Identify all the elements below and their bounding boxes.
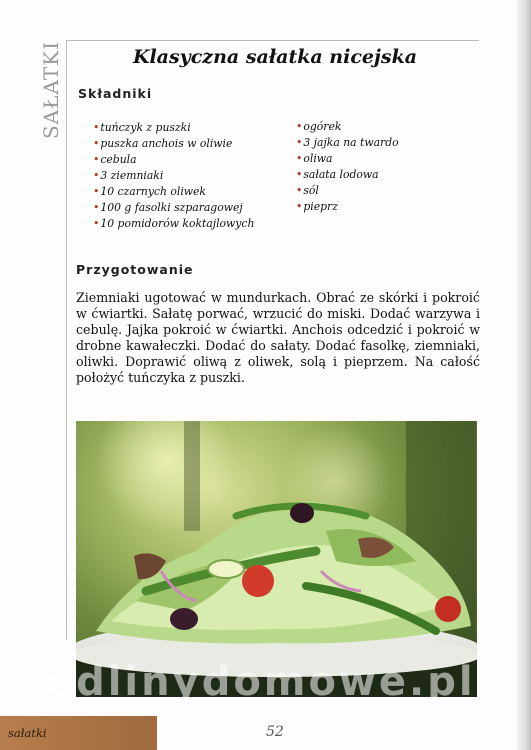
bullet-icon: • — [93, 185, 100, 198]
salad-illustration — [76, 421, 477, 697]
bullet-icon: • — [93, 137, 100, 150]
page-number: 52 — [266, 724, 284, 740]
bullet-icon: • — [296, 200, 303, 213]
watermark-text: wedlinydomowe.pl — [6, 659, 476, 705]
bullet-icon: • — [93, 169, 100, 182]
section-vertical-label — [38, 40, 64, 140]
bullet-icon: • — [93, 121, 100, 134]
footer-section-label: sałatki — [8, 726, 47, 740]
bullet-icon: • — [93, 201, 100, 214]
bullet-icon: • — [296, 152, 303, 165]
ingredient-item: •10 pomidorów koktajlowych — [93, 217, 255, 230]
ingredient-item: •tuńczyk z puszki — [93, 121, 191, 134]
page-binding-edge — [517, 0, 531, 750]
bullet-icon: • — [296, 120, 303, 133]
preparation-heading: Przygotowanie — [76, 262, 194, 277]
bullet-icon: • — [296, 168, 303, 181]
ingredient-item: •cebula — [93, 153, 137, 166]
preparation-text: Ziemniaki ugotować w mundurkach. Obrać ze skórki i pokroić w ćwiartki. Sałatę porwać, wrzucić do miski. Dodać warzywa i cebulę. Jajka pokroić w ćwiartki. Anchois odcedzić i pokroić w drobne kawałeczki. Dodać do sałaty. Dodać fasolkę, ziemniaki, oliwki. Doprawić oliwą z oliwek, solą i pieprzem. Na całość położyć tuńczyka z puszki. — [76, 290, 480, 385]
ingredient-item: •3 jajka na twardo — [296, 136, 399, 149]
ingredient-item: •pieprz — [296, 200, 338, 213]
ingredient-item: •ogórek — [296, 120, 342, 133]
ingredient-item: •10 czarnych oliwek — [93, 185, 206, 198]
ingredient-item: •puszka anchois w oliwie — [93, 137, 233, 150]
bullet-icon: • — [93, 153, 100, 166]
frame-top-rule — [66, 40, 479, 41]
bullet-icon: • — [296, 184, 303, 197]
ingredients-list-left — [93, 120, 254, 232]
ingredient-item: •sól — [296, 184, 319, 197]
recipe-title: Klasyczna sałatka nicejska — [132, 46, 418, 68]
bullet-icon: • — [93, 217, 100, 230]
ingredient-item: •100 g fasolki szparagowej — [93, 201, 243, 214]
ingredients-list-right — [296, 119, 399, 215]
ingredient-item: •3 ziemniaki — [93, 169, 164, 182]
frame-vertical-rule — [66, 40, 67, 640]
section-vertical-text: SAŁATKI — [39, 40, 63, 140]
ingredient-item: •oliwa — [296, 152, 333, 165]
ingredients-heading: Składniki — [78, 86, 153, 101]
salad-photo — [76, 421, 477, 697]
ingredient-item: •sałata lodowa — [296, 168, 379, 181]
bullet-icon: • — [296, 136, 303, 149]
